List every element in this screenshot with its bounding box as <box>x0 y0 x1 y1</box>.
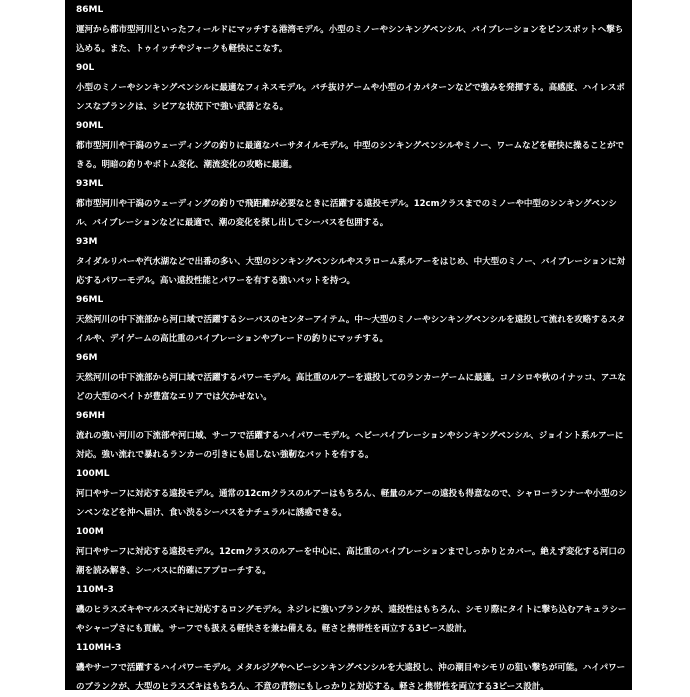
description-line: 磯のヒラスズキやマルスズキに対応するロングモデル。ネジレに強いブランクが、遠投性はもちろん、シモリ際にタイトに撃ち込むアキュラシー <box>76 605 627 615</box>
description-line: 都市型河川や干潟のウェーディングの釣りに最適なバーサタイルモデル。中型のシンキングペンシルやミノー、ワームなどを軽快に操ることがで <box>76 141 625 151</box>
model-description <box>76 601 628 639</box>
model-description <box>76 427 628 465</box>
description-line: ンペンなどを沖へ届け、食い渋るシーバスをナチュラルに誘惑できる。 <box>76 508 347 518</box>
description-line: 応するパワーモデル。高い遠投性能とパワーを有する強いバットを持つ。 <box>76 276 356 286</box>
description-line: 磯やサーフで活躍するハイパワーモデル。メタルジグやヘビーシンキングペンシルを大遠投し、沖の潮目やシモリの狙い撃ちが可能。ハイパワー <box>76 663 626 673</box>
model-name: 90ML <box>76 121 104 131</box>
model-description <box>76 195 628 233</box>
model-entry <box>76 526 628 581</box>
model-entry <box>76 120 628 175</box>
description-line: 流れの強い河川の下流部や河口域、サーフで活躍するハイパワーモデル。ヘビーバイブレーションやシンキングペンシル、ジョイント系ルアーに <box>76 431 624 441</box>
model-entry <box>76 642 628 697</box>
model-description <box>76 485 628 523</box>
description-line: 込める。また、トゥイッチやジャークも軽快にこなす。 <box>76 44 288 54</box>
model-name: 86ML <box>76 5 104 15</box>
description-line: 河口やサーフに対応する遠投モデル。12cmクラスのルアーを中心に、高比重のバイブレーションまでしっかりとカバー。絶えず変化する河口の <box>76 547 626 557</box>
description-line: ンスなブランクは、シビアな状況下で強い武器となる。 <box>76 102 289 112</box>
model-description <box>76 369 628 407</box>
model-description <box>76 137 628 175</box>
model-entry <box>76 352 628 407</box>
description-line: 運河から都市型河川といったフィールドにマッチする港湾モデル。小型のミノーやシンキングペンシル、バイブレーションをピンスポットへ撃ち <box>76 25 624 35</box>
description-line: 天然河川の中下流部から河口域で活躍するパワーモデル。高比重のルアーを遠投してのランカーゲームに最適。コノシロや秋のイナッコ、アユな <box>76 373 626 383</box>
description-line: イルや、デイゲームの高比重のバイブレーションやブレードの釣りにマッチする。 <box>76 334 388 344</box>
model-name: 100ML <box>76 469 110 479</box>
model-name: 96ML <box>76 295 104 305</box>
description-line: 天然河川の中下流部から河口域で活躍するシーバスのセンターアイテム。中～大型のミノーやシンキングペンシルを遠投して流れを攻略するスタ <box>76 315 626 325</box>
model-name: 96M <box>76 353 98 363</box>
model-entry <box>76 468 628 523</box>
model-name: 110M-3 <box>76 585 114 595</box>
description-line: きる。明暗の釣りやボトム変化、潮流変化の攻略に最適。 <box>76 160 298 170</box>
model-entry <box>76 62 628 117</box>
description-line: 都市型河川や干潟のウェーディングの釣りで飛距離が必要なときに活躍する遠投モデル。12cmクラスまでのミノーや中型のシンキングペンシ <box>76 199 617 209</box>
model-name: 110MH-3 <box>76 643 122 653</box>
model-description <box>76 543 628 581</box>
model-description <box>76 21 628 59</box>
model-entry <box>76 294 628 349</box>
model-entry <box>76 584 628 639</box>
description-line: どの大型のベイトが豊富なエリアでは欠かせない。 <box>76 392 272 402</box>
model-entry <box>76 178 628 233</box>
model-description <box>76 659 628 697</box>
model-description <box>76 311 628 349</box>
model-entry <box>76 4 628 59</box>
description-line: 河口やサーフに対応する遠投モデル。通常の12cmクラスのルアーはもちろん、軽量のルアーの遠投も得意なので、シャローランナーや小型のシ <box>76 489 627 499</box>
model-description <box>76 253 628 291</box>
description-line: 潮を読み解き、シーバスに的確にアプローチする。 <box>76 566 271 576</box>
description-line: やシャープさにも貢献。サーフでも扱える軽快さを兼ね備える。軽さと携帯性を両立する3ピース設計。 <box>76 624 472 634</box>
model-name: 93ML <box>76 179 104 189</box>
description-line: 小型のミノーやシンキングペンシルに最適なフィネスモデル。バチ抜けゲームや小型のイカパターンなどで強みを発揮する。高感度、ハイレスポ <box>76 83 625 93</box>
description-line: のブランクが、大型のヒラスズキはもちろん、不意の青物にもしっかりと対応する。軽さと携帯性を両立する3ピース設計。 <box>76 682 549 692</box>
model-entry <box>76 236 628 291</box>
model-name: 96MH <box>76 411 106 421</box>
description-line: 対応。強い流れで暴れるランカーの引きにも屈しない強靭なバットを有する。 <box>76 450 374 460</box>
description-line: タイダルリバーや汽水湖などで出番の多い、大型のシンキングペンシルやスラローム系ルアーをはじめ、中大型のミノー、バイブレーションに対 <box>76 257 626 267</box>
model-description <box>76 79 628 117</box>
model-name: 93M <box>76 237 98 247</box>
model-name: 90L <box>76 63 95 73</box>
model-entry <box>76 410 628 465</box>
description-line: ル、バイブレーションなどに最適で、潮の変化を探し出してシーバスを包囲する。 <box>76 218 389 228</box>
model-description-panel <box>65 0 632 690</box>
model-name: 100M <box>76 527 104 537</box>
